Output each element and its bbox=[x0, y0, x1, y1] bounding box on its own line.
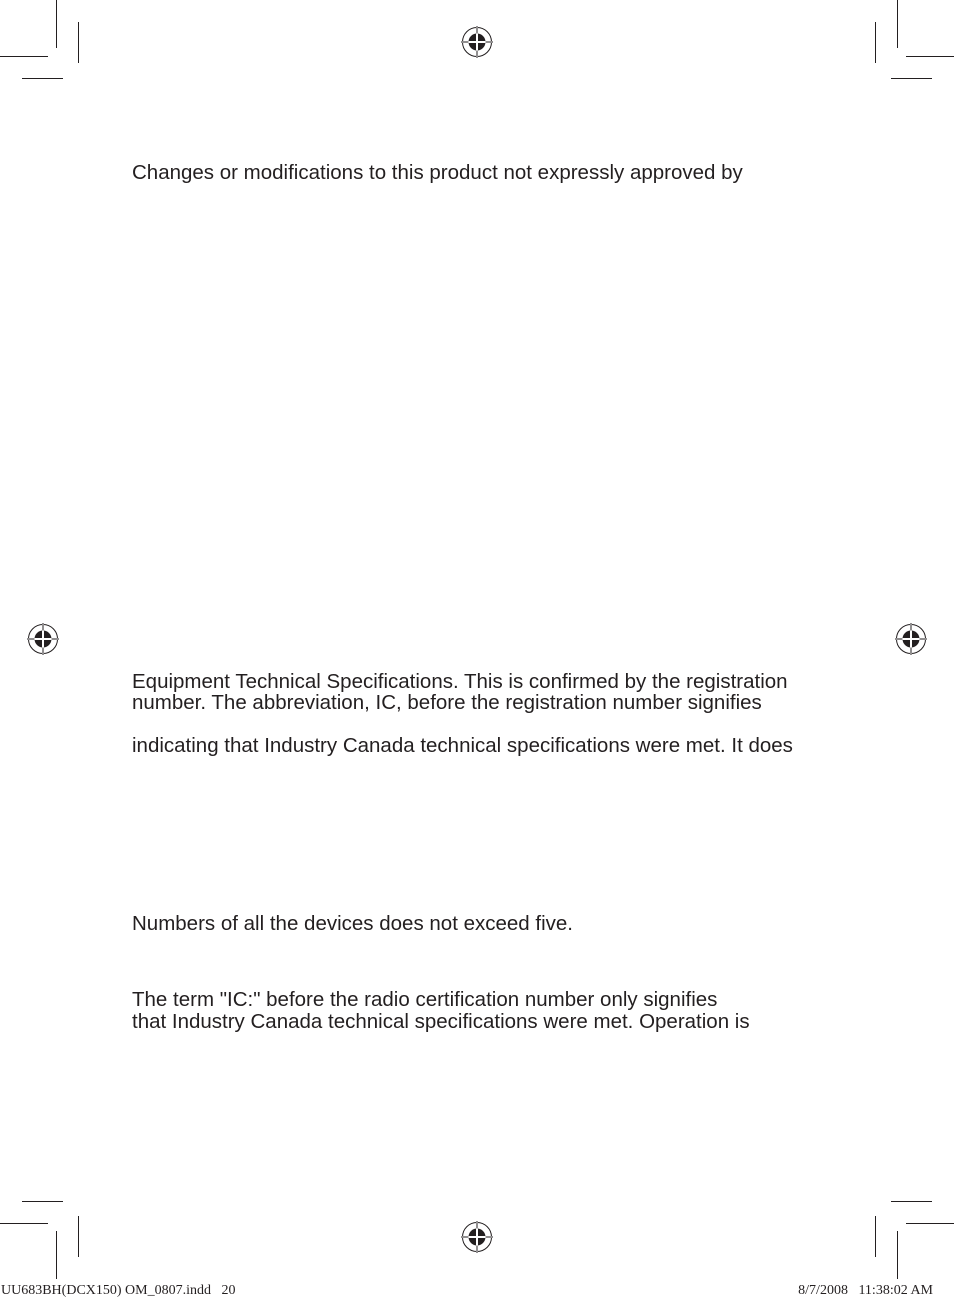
body-text-line: that Industry Canada technical specifications were met. Operation is bbox=[132, 1010, 750, 1033]
body-text-line: Changes or modifications to this product not expressly approved by bbox=[132, 161, 743, 184]
body-text-line: The term "IC:" before the radio certification number only signifies bbox=[132, 988, 718, 1011]
registration-target-icon bbox=[461, 1221, 493, 1253]
crop-mark-bottom-right-h-upper bbox=[891, 1201, 932, 1202]
body-text-line: indicating that Industry Canada technical specifications were met. It does bbox=[132, 734, 793, 757]
crop-mark-bottom-right-v-outer bbox=[897, 1231, 898, 1279]
body-text-line: number. The abbreviation, IC, before the registration number signifies bbox=[132, 691, 762, 714]
crop-mark-top-left-v-inner bbox=[78, 22, 79, 63]
crop-mark-bottom-left-v-inner bbox=[78, 1216, 79, 1257]
crop-mark-top-right-v-outer bbox=[897, 0, 898, 48]
slug-timestamp: 8/7/2008 11:38:02 AM bbox=[798, 1283, 933, 1298]
registration-target-icon bbox=[27, 623, 59, 655]
registration-target-icon bbox=[895, 623, 927, 655]
registration-target-icon bbox=[461, 26, 493, 58]
crop-mark-top-right-v-inner bbox=[875, 22, 876, 63]
crop-mark-top-left-v-outer bbox=[56, 0, 57, 48]
crop-mark-bottom-left-v-outer bbox=[56, 1231, 57, 1279]
crop-mark-top-left-h-lower bbox=[22, 78, 63, 79]
crop-mark-bottom-left-h-upper bbox=[22, 1201, 63, 1202]
body-text-line: Equipment Technical Specifications. This is confirmed by the registration bbox=[132, 670, 788, 693]
crop-mark-bottom-right-v-inner bbox=[875, 1216, 876, 1257]
crop-mark-bottom-left-h-lower bbox=[0, 1223, 48, 1224]
crop-mark-top-right-h-upper bbox=[906, 56, 954, 57]
crop-mark-bottom-right-h-lower bbox=[906, 1223, 954, 1224]
slug-file-page: UU683BH(DCX150) OM_0807.indd 20 bbox=[1, 1283, 236, 1298]
crop-mark-top-right-h-lower bbox=[891, 78, 932, 79]
crop-mark-top-left-h-upper bbox=[0, 56, 48, 57]
body-text-line: Numbers of all the devices does not exceed five. bbox=[132, 912, 573, 935]
